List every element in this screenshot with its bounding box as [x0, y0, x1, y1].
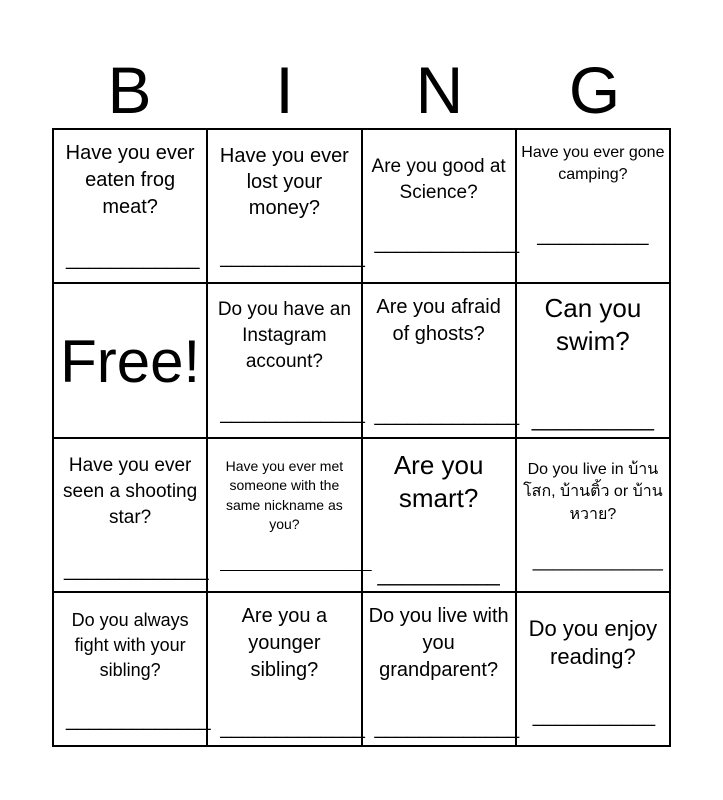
- cell-question: Do you have an Instagram account?: [217, 299, 351, 373]
- cell-question: Do you always fight with your sibling?: [71, 609, 189, 680]
- answer-line[interactable]: _____________: [532, 550, 663, 571]
- cell-question: Have you ever seen a shooting star?: [63, 454, 198, 528]
- answer-line[interactable]: ____________: [66, 248, 200, 270]
- cell-question: Do you live in บ้านโสก, บ้านติ้ว or บ้านหวาย?: [523, 460, 663, 523]
- bingo-cell-free[interactable]: [54, 284, 208, 438]
- bingo-cell[interactable]: [517, 439, 671, 593]
- answer-line[interactable]: _____________: [66, 708, 211, 731]
- bingo-header: [52, 52, 672, 128]
- answer-line[interactable]: _____________: [220, 716, 365, 739]
- bingo-cell[interactable]: [363, 593, 520, 747]
- bingo-cell[interactable]: [208, 130, 365, 284]
- answer-line[interactable]: __________: [537, 224, 649, 246]
- bingo-cell[interactable]: [54, 439, 208, 593]
- bingo-cell[interactable]: [363, 284, 520, 438]
- bingo-cell[interactable]: [54, 130, 208, 284]
- header-letter-n: N: [415, 53, 464, 127]
- header-letter-i: I: [275, 53, 294, 127]
- answer-line[interactable]: ___________: [532, 704, 656, 727]
- cell-question: Can you swim?: [544, 293, 642, 357]
- cell-question: Have you ever eaten frog meat?: [65, 142, 195, 218]
- answer-line[interactable]: __________: [377, 560, 500, 586]
- bingo-card-grid: [52, 128, 671, 747]
- cell-question: Have you ever met someone with the same nickname as you?: [225, 457, 344, 532]
- answer-line[interactable]: _____________: [374, 232, 520, 254]
- cell-question: Are you good at Science?: [371, 156, 506, 203]
- bingo-cell[interactable]: [517, 130, 671, 284]
- cell-question: Are you afraid of ghosts?: [376, 296, 501, 346]
- cell-question: Are you smart?: [393, 449, 484, 513]
- answer-line[interactable]: _________________: [220, 554, 372, 572]
- answer-line[interactable]: _____________: [220, 402, 365, 425]
- bingo-cell[interactable]: [363, 130, 520, 284]
- bingo-cell[interactable]: [363, 439, 517, 593]
- bingo-cell[interactable]: [208, 284, 365, 438]
- answer-line[interactable]: _____________: [64, 558, 209, 581]
- header-letter-g: G: [568, 53, 621, 127]
- header-letter-b: B: [107, 53, 152, 127]
- cell-question: Are you a younger sibling?: [241, 604, 328, 681]
- answer-line[interactable]: _____________: [374, 404, 520, 427]
- cell-question: Do you live with you grandparent?: [368, 604, 509, 681]
- bingo-cell[interactable]: [517, 284, 671, 438]
- bingo-cell[interactable]: [208, 593, 365, 747]
- answer-line[interactable]: _____________: [220, 246, 365, 268]
- cell-question: Do you enjoy reading?: [528, 615, 658, 669]
- answer-line[interactable]: _____________: [374, 716, 520, 739]
- cell-question: Have you ever gone camping?: [521, 144, 665, 183]
- cell-question: Have you ever lost your money?: [219, 145, 349, 219]
- answer-line[interactable]: __________: [531, 406, 655, 432]
- bingo-cell[interactable]: [208, 439, 372, 593]
- bingo-cell[interactable]: [517, 593, 671, 747]
- free-space-label: Free!: [60, 328, 201, 396]
- bingo-cell[interactable]: [54, 593, 211, 747]
